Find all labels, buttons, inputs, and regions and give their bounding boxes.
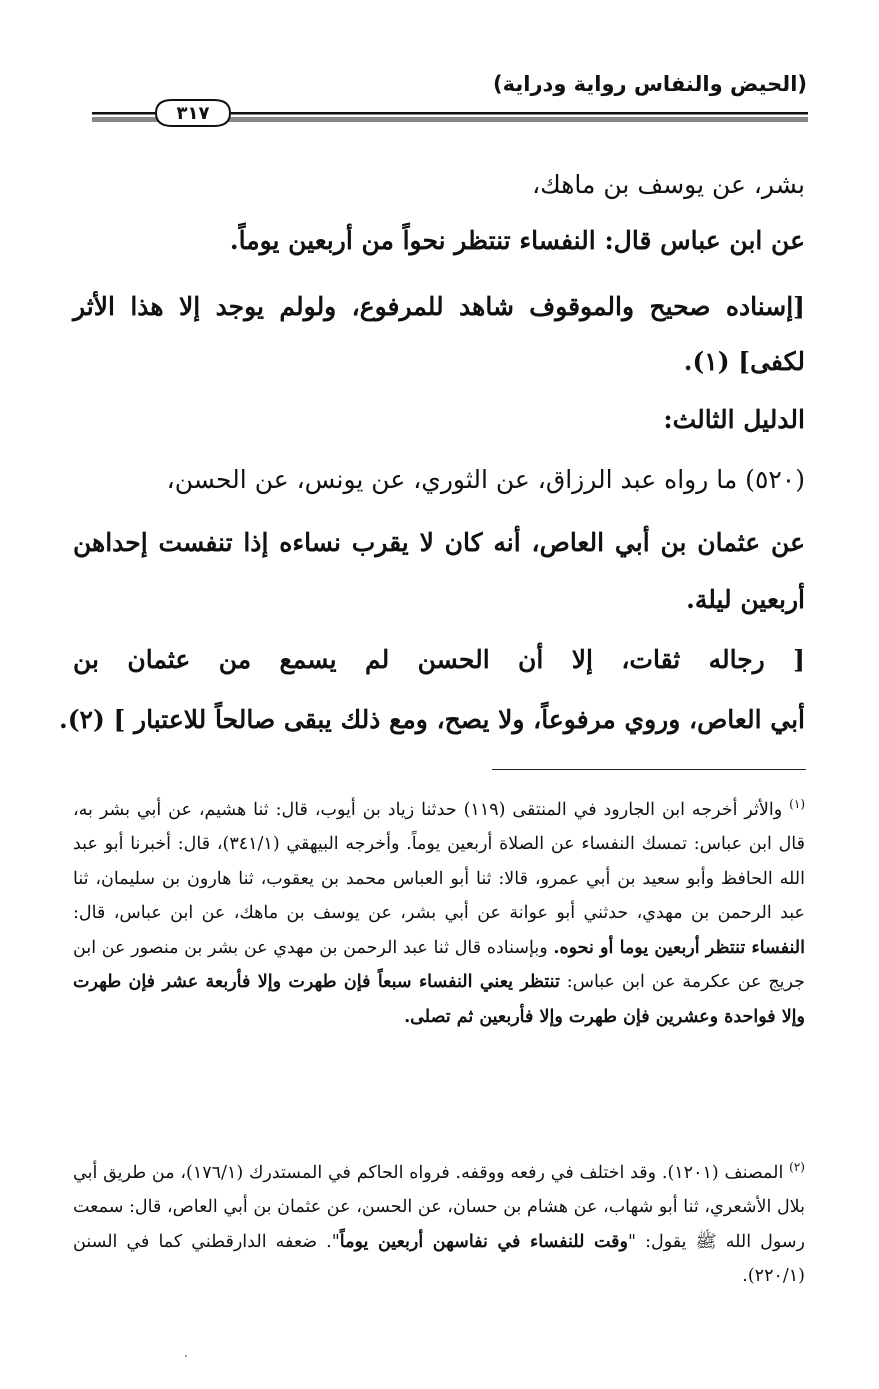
text-line-9: [ رجاله ثقات، إلا أن الحسن لم يسمع من عثمان بن <box>73 645 805 674</box>
text-line-2: عن ابن عباس قال: النفساء تنتظر نحواً من أربعين يوماً. <box>229 226 805 255</box>
text-line-8: أربعين ليلة. <box>686 585 805 614</box>
section-heading: الدليل الثالث: <box>663 405 805 434</box>
footnote-1-mark: (١) <box>789 797 805 811</box>
text-line-1: بشر، عن يوسف بن ماهك، <box>532 170 805 199</box>
footnote-1-bold-quote-2: تنتظر يعني النفساء سبعاً فإن طهرت وإلا فأربعة عشر فإن طهرت وإلا فواحدة وعشرين فإن طهرت وإلا فأربعين ثم تصلى. <box>73 972 805 1027</box>
page-number: ٣١٧ <box>176 102 210 124</box>
text-line-4: لكفى] (١). <box>683 347 805 376</box>
footnote-2 <box>73 1150 805 1294</box>
footnote-separator <box>492 769 806 770</box>
footnote-2-text: المصنف (١٢٠١). وقد اختلف في رفعه ووقفه. فرواه الحاكم في المستدرك (١٧٦/١)، من طريق أبي بلال الأشعري، ثنا أبو شهاب، عن هشام بن حسان، عن الحسن، عن عثمان بن أبي العاص، قال: سمعت رسول الله ﷺ يقول: " <box>73 1162 805 1252</box>
footnote-2-bold-quote: وقت للنفساء في نفاسهن أربعين يوماً <box>339 1231 628 1252</box>
text-line-7: عن عثمان بن أبي العاص، أنه كان لا يقرب نساءه إذا تنفست إحداهن <box>73 528 805 557</box>
print-speck <box>185 1355 187 1357</box>
footnote-2-text-2: ". ضعفه الدارقطني كما في السنن (٢٢٠/١). <box>73 1231 805 1287</box>
text-line-6: (٥٢٠) ما رواه عبد الرزاق، عن الثوري، عن يونس، عن الحسن، <box>166 465 805 494</box>
footnote-1-text-2: وبإسناده قال ثنا عبد الرحمن بن مهدي عن بشر بن منصور عن ابن جريج عن عكرمة عن ابن عباس: <box>73 937 805 993</box>
running-header-title: (الحيض والنفاس رواية ودراية) <box>493 72 807 96</box>
footnote-1 <box>73 787 805 1034</box>
footnote-1-bold-quote: النفساء تنتظر أربعين يوما أو نحوه. <box>553 937 805 958</box>
text-line-3: [إسناده صحيح والموقوف شاهد للمرفوع، ولولم يوجد إلا هذا الأثر <box>73 292 805 321</box>
footnote-1-text: والأثر أخرجه ابن الجارود في المنتقى (١١٩) حدثنا زياد بن أيوب، قال: ثنا هشيم، عن أبي بشر به، قال ابن عباس: تمسك النفساء عن الصلاة أربعين يوماً. وأخرجه البيهقي (٣٤١/١)، قال: أخبرنا أبو عبد الله الحافظ وأبو سعيد بن أبي عمرو، قالا: ثنا أبو العباس محمد بن يعقوب، ثنا هارون بن سليمان، ثنا عبد الرحمن بن مهدي، حدثني أبو عوانة عن أبي بشر، عن يوسف بن ماهك، عن ابن عباس، قال: <box>73 799 805 924</box>
footnote-2-mark: (٢) <box>789 1160 805 1174</box>
text-line-10: أبي العاص، وروي مرفوعاً، ولا يصح، ومع ذلك يبقى صالحاً للاعتبار ] (٢). <box>59 705 805 734</box>
